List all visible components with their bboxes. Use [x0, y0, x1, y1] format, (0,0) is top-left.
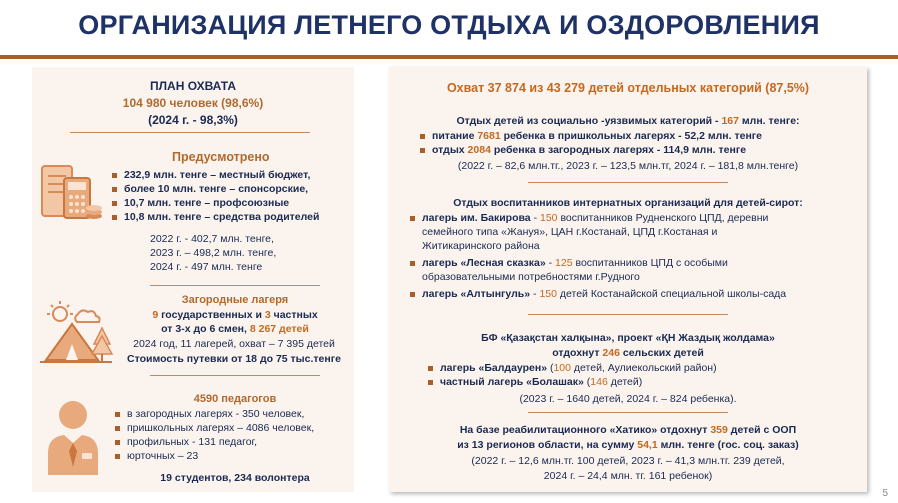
camps-text: от 3-х до 6 смен, [161, 323, 250, 335]
rehab-text: На базе реабилитационного «Хатико» отдохнут [459, 424, 711, 436]
funding-heading: Предусмотрено [172, 150, 270, 164]
camp-name: лагерь им. Бакирова [422, 212, 531, 224]
left-divider-3 [150, 375, 320, 376]
orphans-item-bakirov [410, 211, 862, 253]
plan-prev-year: (2024 г. - 98,3%) [148, 113, 238, 127]
lesnaya-count: 125 [555, 257, 573, 269]
rehab-text: млн. тенге (гос. соц. заказ) [657, 439, 799, 451]
altyngul-count: 150 [539, 288, 557, 300]
teachers-item: в загородных лагерях - 350 человек, [115, 407, 355, 421]
bakirov-count: 150 [540, 212, 558, 224]
plan-count: 104 980 человек (98,6%) [122, 96, 264, 110]
fund-children-count: 246 [602, 347, 620, 359]
teachers-item: профильных - 131 педагог, [115, 435, 355, 449]
fund-item-baldauren [428, 361, 858, 375]
item-text: Житикаринского района [422, 240, 540, 252]
item-text: питание [432, 130, 478, 142]
rehab-line-2 [389, 438, 867, 452]
item-text: ( [547, 362, 554, 374]
budget-documents-icon [38, 158, 104, 224]
left-divider-1 [70, 132, 310, 133]
orphans-item-lesnaya [410, 256, 862, 284]
item-text: детей) [607, 376, 643, 388]
funding-list [112, 168, 352, 224]
camps-children-count: 8 267 детей [249, 323, 309, 335]
vulnerable-title [389, 114, 867, 128]
page-title: ОРГАНИЗАЦИЯ ЛЕТНЕГО ОТДЫХА И ОЗДОРОВЛЕНИЯ [78, 10, 820, 40]
orphans-list [410, 211, 862, 301]
rehab-line-1 [389, 423, 867, 437]
item-text: ребенка в пришкольных лагерях - 52,2 млн. тенге [500, 130, 763, 142]
funding-history-line: 2023 г. – 498,2 млн. тенге, [150, 247, 277, 259]
fund-item-bolashak [428, 375, 858, 389]
funding-history [150, 232, 350, 274]
vulnerable-title-text: млн. тенге: [738, 115, 800, 127]
vulnerable-title-text: Отдых детей из социально -уязвимых категорий - [456, 115, 722, 127]
item-text: семейного типа «Жануя», ЦАН г.Костанай, ЦПД г.Костаная и [422, 226, 718, 238]
teachers-heading: 4590 педагогов [193, 393, 277, 405]
rest-children-count: 2084 [467, 144, 491, 156]
camps-line-3: 2024 год, 11 лагерей, охват – 7 395 детей [133, 338, 335, 350]
right-divider-3 [528, 412, 728, 413]
funding-item: более 10 млн. тенге – спонсорские, [112, 182, 352, 196]
left-divider-2 [150, 285, 320, 286]
item-text: детей Костанайской специальной школы-сада [556, 288, 787, 300]
camp-name: лагерь «Балдаурен» [440, 362, 548, 374]
funding-history-line: 2022 г. - 402,7 млн. тенге, [150, 233, 274, 245]
fund-note: (2023 г. – 1640 детей, 2024 г. – 824 ребенка). [519, 393, 737, 405]
item-text: образовательными потребностями г.Рудного [422, 271, 640, 283]
vulnerable-item-meals [420, 129, 860, 143]
camps-text: частных [270, 309, 318, 321]
right-divider-1 [528, 182, 728, 183]
baldauren-count: 100 [553, 362, 571, 374]
right-divider-2 [528, 314, 728, 315]
plan-heading: ПЛАН ОХВАТА [150, 79, 236, 93]
item-text: ( [583, 376, 591, 388]
rehab-line-4: 2024 г. – 24,4 млн. тг. 161 ребенок) [543, 470, 713, 482]
bolashak-count: 146 [590, 376, 608, 388]
rehab-text: из 13 регионов области, на сумму [457, 439, 638, 451]
vulnerable-amount: 167 [721, 115, 739, 127]
item-text: - [530, 212, 540, 224]
item-text: отдых [432, 144, 468, 156]
camp-name: лагерь «Лесная сказка» [422, 257, 546, 269]
rehab-text: детей с ООП [727, 424, 797, 436]
funding-item: 10,8 млн. тенге – средства родителей [112, 210, 352, 224]
item-text: - [530, 288, 540, 300]
camp-tent-icon [38, 300, 114, 366]
camp-name: лагерь «Алтынгуль» [422, 288, 531, 300]
teacher-person-icon [40, 395, 106, 479]
vulnerable-list [420, 129, 860, 157]
orphans-item-altyngul [410, 287, 862, 301]
orphans-title: Отдых воспитанников интернатных организаций для детей-сирот: [453, 197, 803, 209]
camps-line-1 [120, 308, 350, 322]
rehab-children-count: 359 [710, 424, 728, 436]
item-text: детей, Аулиекольский район) [571, 362, 717, 374]
item-text: - [545, 257, 556, 269]
vulnerable-note: (2022 г. – 82,6 млн.тг., 2023 г. – 123,5 млн.тг, 2024 г. – 181,8 млн.тенге) [457, 160, 799, 172]
coverage-heading: Охват 37 874 из 43 279 детей отдельных категорий (87,5%) [446, 81, 810, 95]
fund-subtitle [389, 346, 867, 360]
funding-history-line: 2024 г. - 497 млн. тенге [150, 261, 263, 273]
rehab-line-3: (2022 г. – 12,6 млн.тг. 100 детей, 2023 г. – 41,3 млн.тг. 239 детей, [471, 455, 785, 467]
item-text: ребенка в загородных лагерях - 114,9 млн. тенге [490, 144, 747, 156]
vulnerable-item-rest [420, 143, 860, 157]
fund-text: сельских детей [619, 347, 704, 359]
teachers-item: юрточных – 23 [115, 449, 355, 463]
page-number: 5 [882, 488, 888, 499]
teachers-list [115, 407, 355, 463]
item-text: воспитанников Рудненского ЦПД, деревни [557, 212, 769, 224]
funding-item: 10,7 млн. тенге – профсоюзные [112, 196, 352, 210]
item-text: воспитанников ЦПД с особыми [572, 257, 728, 269]
camp-name: частный лагерь «Болашак» [440, 376, 584, 388]
meals-children-count: 7681 [477, 130, 501, 142]
teachers-footer: 19 студентов, 234 волонтера [160, 472, 310, 484]
fund-title: БФ «Қазақстан халқына», проект «ҚН Жаздық жолдама» [481, 332, 775, 344]
rehab-amount: 54,1 [637, 439, 658, 451]
camps-state-count: 9 [152, 309, 159, 321]
camps-heading: Загородные лагеря [181, 294, 289, 306]
camps-text: государственных и [158, 309, 265, 321]
fund-list [428, 361, 858, 389]
teachers-item: пришкольных лагерях – 4086 человек, [115, 421, 355, 435]
funding-item: 232,9 млн. тенге – местный бюджет, [112, 168, 352, 182]
camps-line-2 [120, 322, 350, 336]
fund-text: отдохнут [552, 347, 603, 359]
camps-private-count: 3 [264, 309, 271, 321]
title-divider [0, 55, 898, 59]
camps-line-4: Стоимость путевки от 18 до 75 тыс.тенге [127, 353, 341, 365]
